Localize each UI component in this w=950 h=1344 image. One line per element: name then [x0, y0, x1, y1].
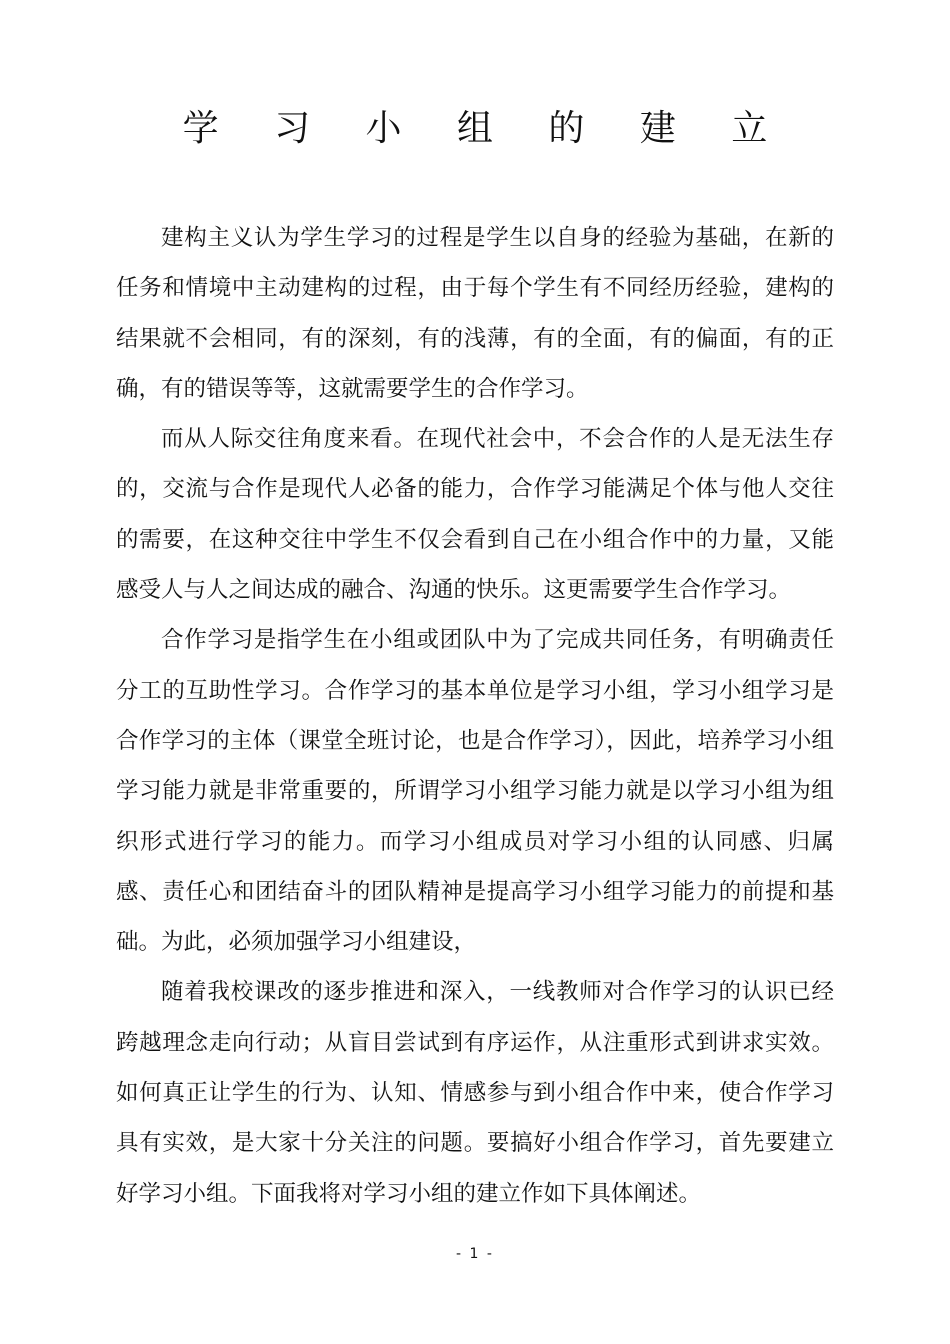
page-number: - 1 - [456, 1246, 494, 1262]
paragraph-interpersonal: 而从人际交往角度来看。在现代社会中，不会合作的人是无法生存的，交流与合作是现代人必备的能力，合作学习能满足个体与他人交往的需要，在这种交往中学生不仅会看到自己在小组合作中的力量，又能感受人与人之间达成的融合、沟通的快乐。这更需要学生合作学习。 [116, 426, 834, 604]
document-body [116, 213, 834, 1219]
paragraph-constructivism: 建构主义认为学生学习的过程是学生以自身的经验为基础，在新的任务和情境中主动建构的过程，由于每个学生有不同经历经验，建构的结果就不会相同，有的深刻，有的浅薄，有的全面，有的偏面，有的正确，有的错误等等，这就需要学生的合作学习。 [116, 225, 834, 402]
paragraph-school-reform: 随着我校课改的逐步推进和深入，一线教师对合作学习的认识已经跨越理念走向行动；从盲目尝试到有序运作，从注重形式到讲求实效。如何真正让学生的行为、认知、情感参与到小组合作中来，使合作学习具有实效，是大家十分关注的问题。要搞好小组合作学习，首先要建立好学习小组。下面我将对学习小组的建立作如下具体阐述。 [116, 979, 834, 1207]
document-title: 学 习 小 组 的 建 立 [182, 108, 790, 149]
paragraph-cooperative-learning: 合作学习是指学生在小组或团队中为了完成共同任务，有明确责任分工的互助性学习。合作学习的基本单位是学习小组，学习小组学习是合作学习的主体（课堂全班讨论，也是合作学习），因此，培养学习小组学习能力就是非常重要的，所谓学习小组学习能力就是以学习小组为组织形式进行学习的能力。而学习小组成员对学习小组的认同感、归属感、责任心和团结奋斗的团队精神是提高学习小组学习能力的前提和基础。为此，必须加强学习小组建设， [116, 627, 834, 956]
